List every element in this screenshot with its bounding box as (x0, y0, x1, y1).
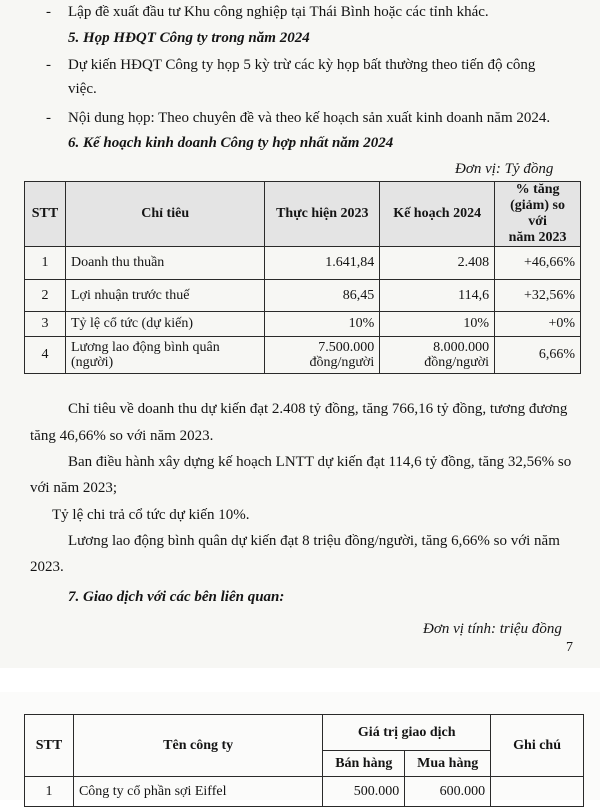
header-pct-line: % tăng (515, 182, 560, 197)
cell-chi-tieu: Tỷ lệ cổ tức (dự kiến) (65, 312, 264, 337)
cell-pct: +32,56% (495, 280, 581, 312)
table-row (25, 777, 584, 807)
cell-ke-hoach: 114,6 (380, 280, 495, 312)
cell-mua-hang: 600.000 (405, 777, 491, 807)
cell-stt: 4 (25, 337, 66, 374)
cell-thuc-hien: 1.641,84 (265, 247, 380, 280)
cell-thuc-hien: 10% (265, 312, 380, 337)
bullet-dash: - (46, 57, 51, 73)
business-plan-table (24, 181, 581, 374)
header-ten-cong-ty: Tên công ty (73, 715, 322, 777)
header-mua-hang: Mua hàng (405, 751, 491, 777)
cell-line: 8.000.000 (433, 340, 490, 355)
page-number: 7 (566, 640, 573, 655)
document-page (0, 692, 600, 800)
cell-ghi-chu (491, 777, 584, 807)
header-ban-hang: Bán hàng (323, 751, 405, 777)
cell-line: (người) (70, 355, 114, 370)
paragraph-line: với năm 2023; (30, 480, 118, 496)
section-heading-7: 7. Giao dịch với các bên liên quan: (68, 589, 285, 605)
cell-line: Lương lao động bình quân (70, 340, 220, 355)
bullet-dash: - (46, 4, 51, 20)
table-row (25, 312, 581, 337)
header-stt: STT (25, 715, 74, 777)
paragraph-line: Ban điều hành xây dựng kế hoạch LNTT dự kiến đạt 114,6 tỷ đồng, tăng 32,56% so (68, 454, 572, 470)
header-gia-tri-giao-dich: Giá trị giao dịch (323, 715, 491, 751)
cell-ban-hang: 500.000 (323, 777, 405, 807)
cell-line: 7.500.000 (318, 340, 375, 355)
paragraph-line: tăng 46,66% so với năm 2023. (30, 428, 214, 444)
table-row (25, 247, 581, 280)
cell-pct: +0% (495, 312, 581, 337)
cell-chi-tieu: Lợi nhuận trước thuế (65, 280, 264, 312)
header-pct-line: (giảm) so với (510, 198, 565, 229)
text-line: Nội dung họp: Theo chuyên đề và theo kế hoạch sản xuất kinh doanh năm 2024. (68, 110, 551, 126)
unit-label: Đơn vị: Tỷ đồng (455, 161, 554, 177)
cell-chi-tieu (65, 337, 264, 374)
paragraph-line: Lương lao động bình quân dự kiến đạt 8 triệu đồng/người, tăng 6,66% so với năm (68, 533, 560, 549)
cell-stt: 2 (25, 280, 66, 312)
cell-pct: 6,66% (495, 337, 581, 374)
cell-pct: +46,66% (495, 247, 581, 280)
bullet-dash: - (46, 110, 51, 126)
cell-stt: 1 (25, 247, 66, 280)
paragraph-line: Tỷ lệ chi trả cổ tức dự kiến 10%. (52, 507, 250, 523)
header-ke-hoach-2024: Kế hoạch 2024 (380, 182, 495, 247)
table-row (25, 337, 581, 374)
text-line: Dự kiến HĐQT Công ty họp 5 kỳ trừ các kỳ họp bất thường theo tiến độ công (68, 57, 536, 73)
page-separator (0, 668, 600, 692)
cell-chi-tieu: Doanh thu thuần (65, 247, 264, 280)
table-header-row (25, 715, 584, 751)
header-stt: STT (25, 182, 66, 247)
unit-label: Đơn vị tính: triệu đồng (423, 621, 562, 637)
cell-line: đồng/người (424, 355, 490, 370)
table-header-row (25, 182, 581, 247)
cell-thuc-hien: 86,45 (265, 280, 380, 312)
related-party-table (24, 714, 584, 807)
cell-ke-hoach: 10% (380, 312, 495, 337)
cell-line: đồng/người (309, 355, 375, 370)
cell-ke-hoach (380, 337, 495, 374)
header-ghi-chu: Ghi chú (491, 715, 584, 777)
section-heading-5: 5. Họp HĐQT Công ty trong năm 2024 (68, 30, 310, 46)
header-thuc-hien-2023: Thực hiện 2023 (265, 182, 380, 247)
table-row (25, 280, 581, 312)
cell-thuc-hien (265, 337, 380, 374)
cell-stt: 1 (25, 777, 74, 807)
cell-ke-hoach: 2.408 (380, 247, 495, 280)
paragraph-line: 2023. (30, 559, 64, 575)
text-line: Lập đề xuất đầu tư Khu công nghiệp tại Thái Bình hoặc các tỉnh khác. (68, 4, 489, 20)
cell-stt: 3 (25, 312, 66, 337)
text-line: việc. (68, 81, 97, 97)
paragraph-line: Chỉ tiêu về doanh thu dự kiến đạt 2.408 tỷ đồng, tăng 766,16 tỷ đồng, tương đương (68, 401, 568, 417)
cell-ten-cong-ty: Công ty cổ phần sợi Eiffel (73, 777, 322, 807)
header-chi-tieu: Chỉ tiêu (65, 182, 264, 247)
header-pct-change (495, 182, 581, 247)
section-heading-6: 6. Kế hoạch kinh doanh Công ty hợp nhất năm 2024 (68, 135, 394, 151)
header-pct-line: năm 2023 (508, 230, 567, 245)
